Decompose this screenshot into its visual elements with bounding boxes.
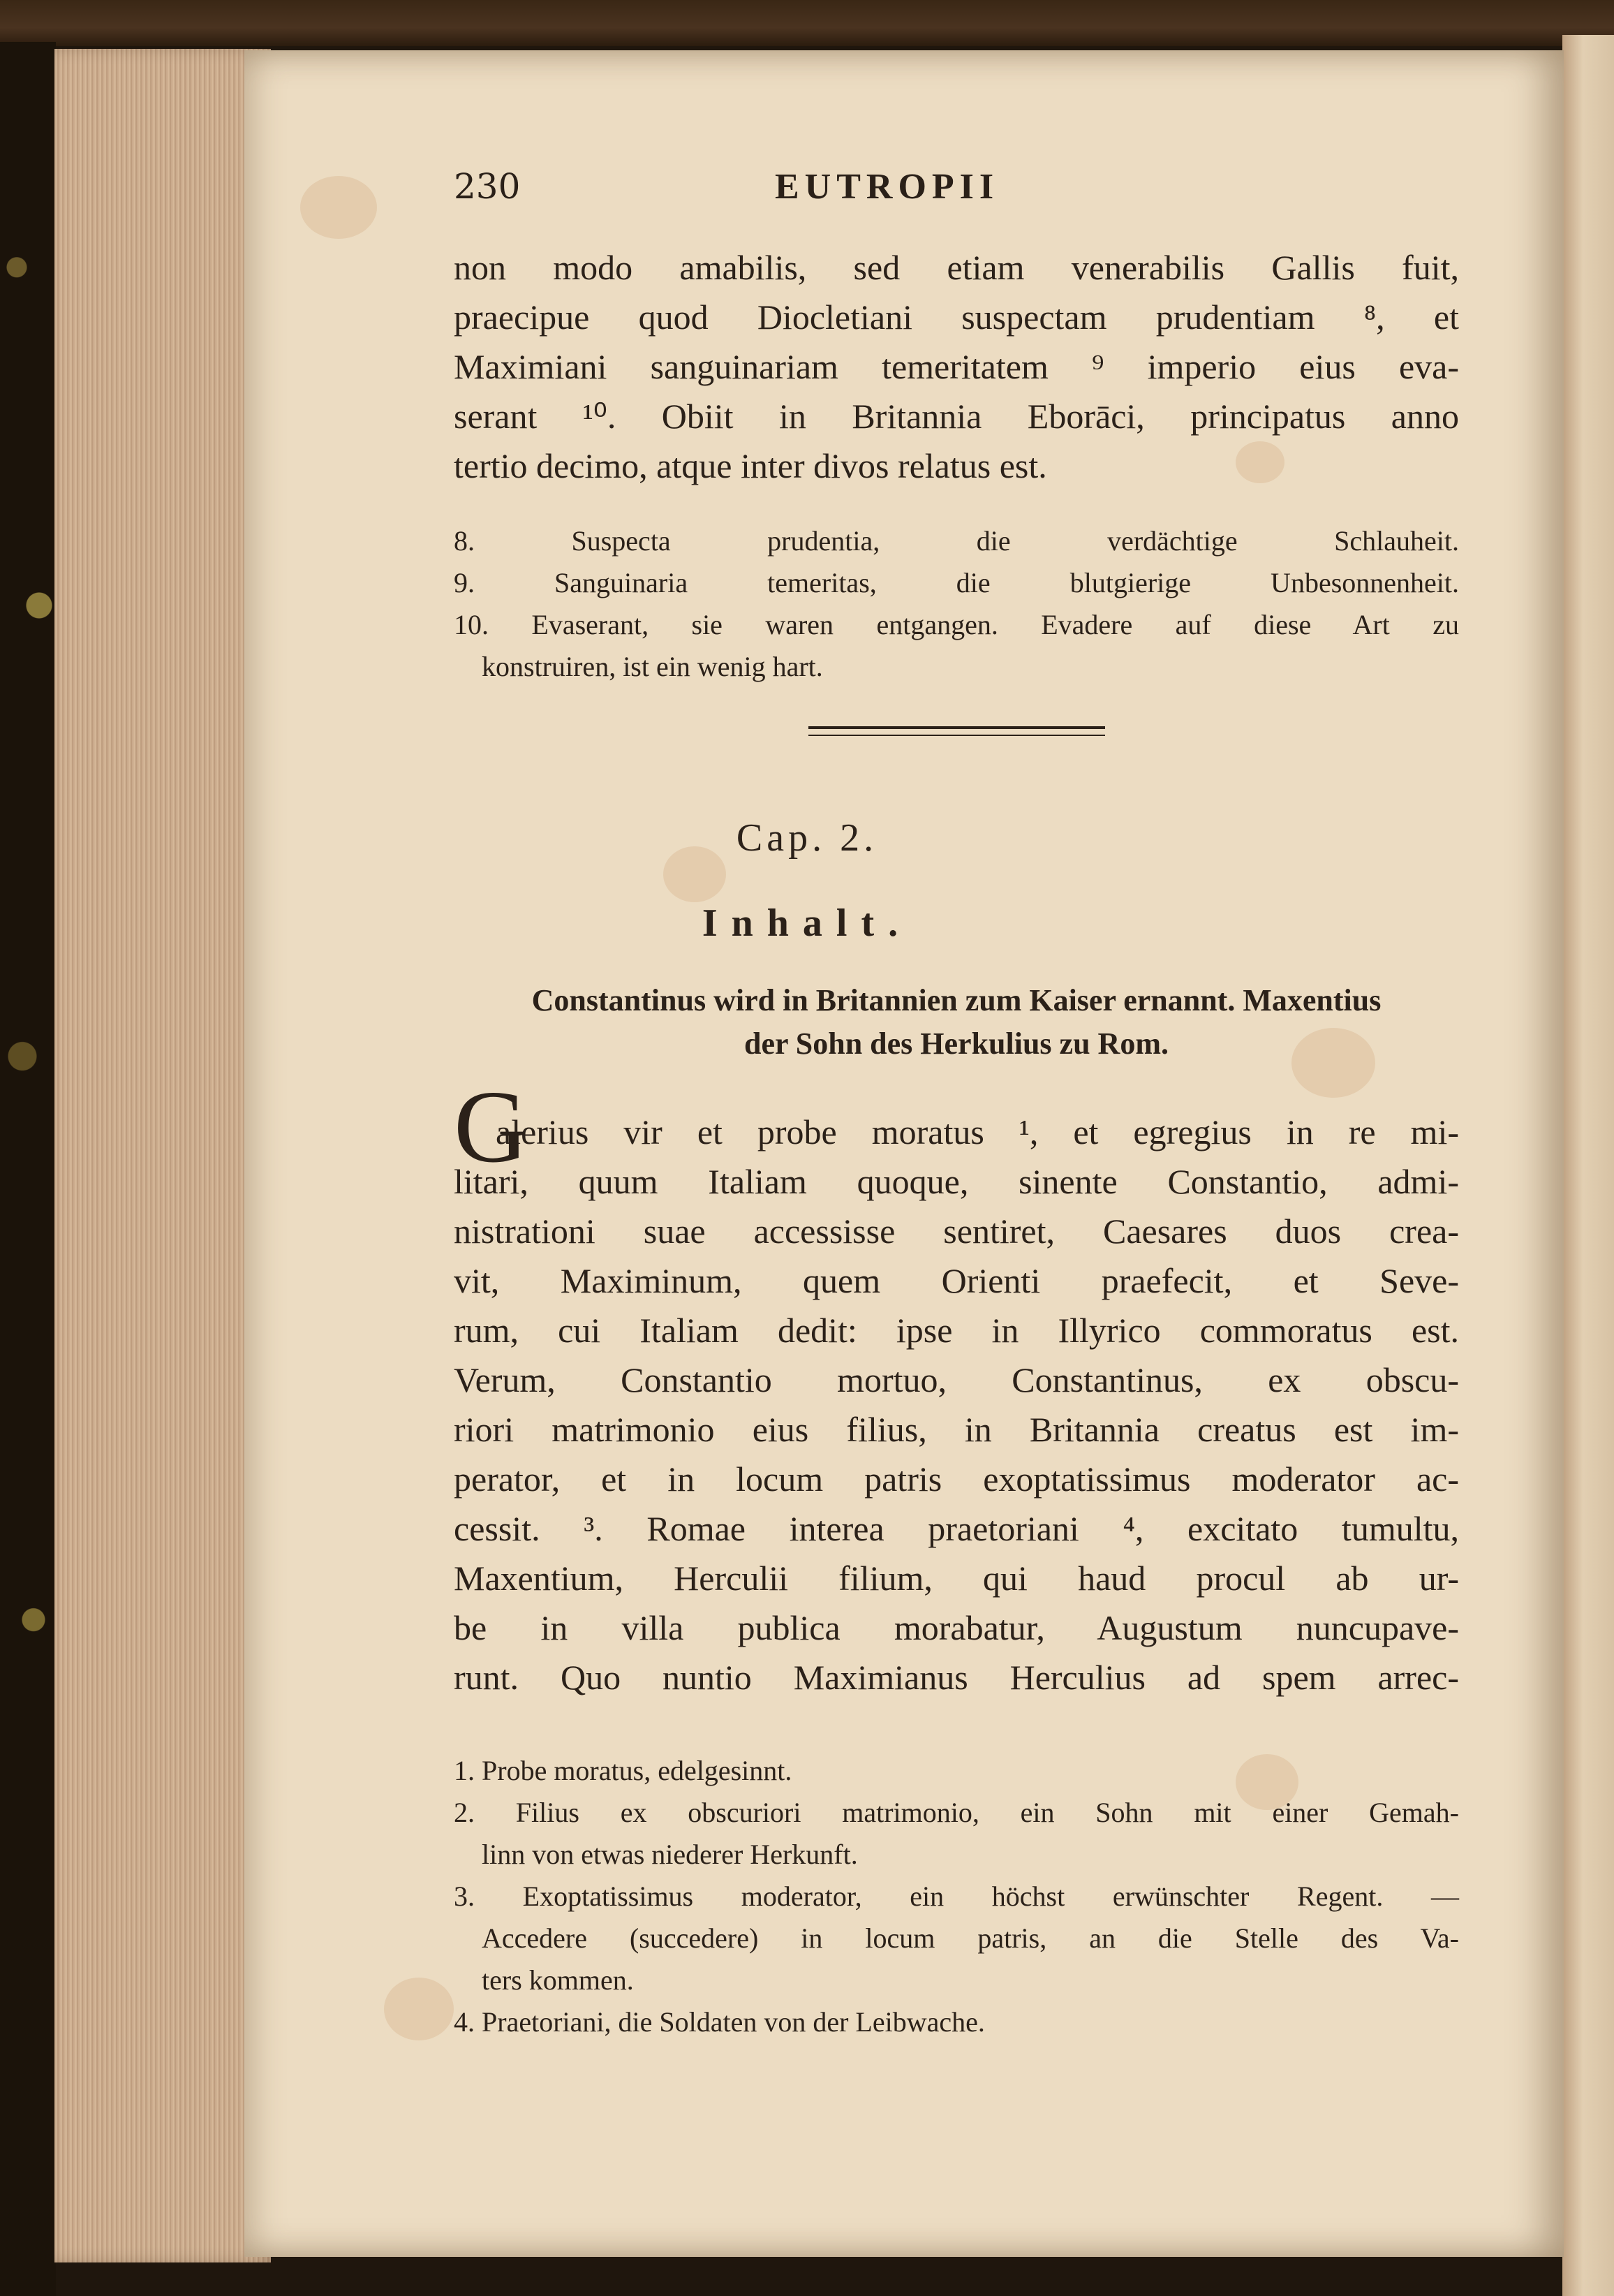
footnote-line: 8. Suspecta prudentia, die verdächtige Schlauheit. (454, 525, 1459, 557)
text-line: alerius vir et probe moratus ¹, et egregius in re mi- (496, 1112, 1459, 1151)
footnotes-top (454, 520, 1459, 688)
text-line: Maximiani sanguinariam temeritatem ⁹ imperio eius eva- (454, 347, 1459, 386)
footnote-line: 3. Exoptatissimus moderator, ein höchst erwünschter Regent. — (454, 1881, 1459, 1912)
page-header (454, 166, 1480, 208)
running-title: EUTROPII (775, 167, 1000, 207)
summary-line: Constantinus wird in Britannien zum Kaiser ernannt. Maxentius (531, 983, 1382, 1017)
chapter-heading: Cap. 2. (736, 816, 878, 860)
text-line: tertio decimo, atque inter divos relatus est. (454, 446, 1047, 485)
drop-cap: G (454, 1070, 528, 1184)
page-edges (54, 49, 271, 2262)
text-line: non modo amabilis, sed etiam venerabilis Gallis fuit, (454, 248, 1459, 287)
text-line: nistrationi suae accessisse sentiret, Caesares duos crea- (454, 1212, 1459, 1251)
footnote-line: 1. Probe moratus, edelgesinnt. (454, 1755, 792, 1786)
foxing-stain (384, 1978, 454, 2040)
footnote-line: 4. Praetoriani, die Soldaten von der Leibwache. (454, 2006, 985, 2038)
footnote-line: ters kommen. (482, 1964, 634, 1996)
footnote-line: linn von etwas niederer Herkunft. (482, 1839, 858, 1870)
marbled-cover (0, 42, 56, 2296)
footnote-line: konstruiren, ist ein wenig hart. (482, 651, 823, 682)
text-line: riori matrimonio eius filius, in Britannia creatus est im- (454, 1410, 1459, 1449)
footnote-line: 10. Evaserant, sie waren entgangen. Evadere auf diese Art zu (454, 609, 1459, 640)
text-line: runt. Quo nuntio Maximianus Herculius ad spem arrec- (454, 1658, 1459, 1697)
text-line: perator, et in locum patris exoptatissimus moderator ac- (454, 1459, 1459, 1499)
text-line: be in villa publica morabatur, Augustum nuncupave- (454, 1608, 1459, 1647)
footnote-line: Accedere (succedere) in locum patris, an die Stelle des Va- (482, 1922, 1459, 1954)
section-separator (808, 726, 1105, 736)
footnotes-bottom (454, 1750, 1459, 2043)
summary-line: der Sohn des Herkulius zu Rom. (744, 1026, 1169, 1061)
text-line: rum, cui Italiam dedit: ipse in Illyrico commoratus est. (454, 1311, 1459, 1350)
foxing-stain (300, 176, 377, 239)
page-number: 230 (454, 166, 521, 207)
book-binding-top (0, 0, 1614, 46)
text-line: Verum, Constantio mortuo, Constantinus, ex obscu- (454, 1360, 1459, 1399)
text-line: praecipue quod Diocletiani suspectam prudentiam ⁸, et (454, 297, 1459, 337)
text-line: Maxentium, Herculii filium, qui haud procul ab ur- (454, 1559, 1459, 1598)
chapter-subheading: Inhalt. (702, 902, 912, 945)
text-line: vit, Maximinum, quem Orienti praefecit, et Seve- (454, 1261, 1459, 1300)
continuation-text (454, 243, 1459, 491)
text-line: serant ¹⁰. Obiit in Britannia Eborāci, principatus anno (454, 397, 1459, 436)
footnote-line: 2. Filius ex obscuriori matrimonio, ein Sohn mit einer Gemah- (454, 1797, 1459, 1828)
footnote-line: 9. Sanguinaria temeritas, die blutgierige Unbesonnenheit. (454, 567, 1459, 598)
chapter-body-text (454, 1107, 1459, 1702)
text-line: cessit. ³. Romae interea praetoriani ⁴, excitato tumultu, (454, 1509, 1459, 1548)
facing-page-edge (1562, 35, 1614, 2296)
text-line: litari, quum Italiam quoque, sinente Constantio, admi- (454, 1162, 1459, 1201)
chapter-summary (454, 979, 1459, 1066)
